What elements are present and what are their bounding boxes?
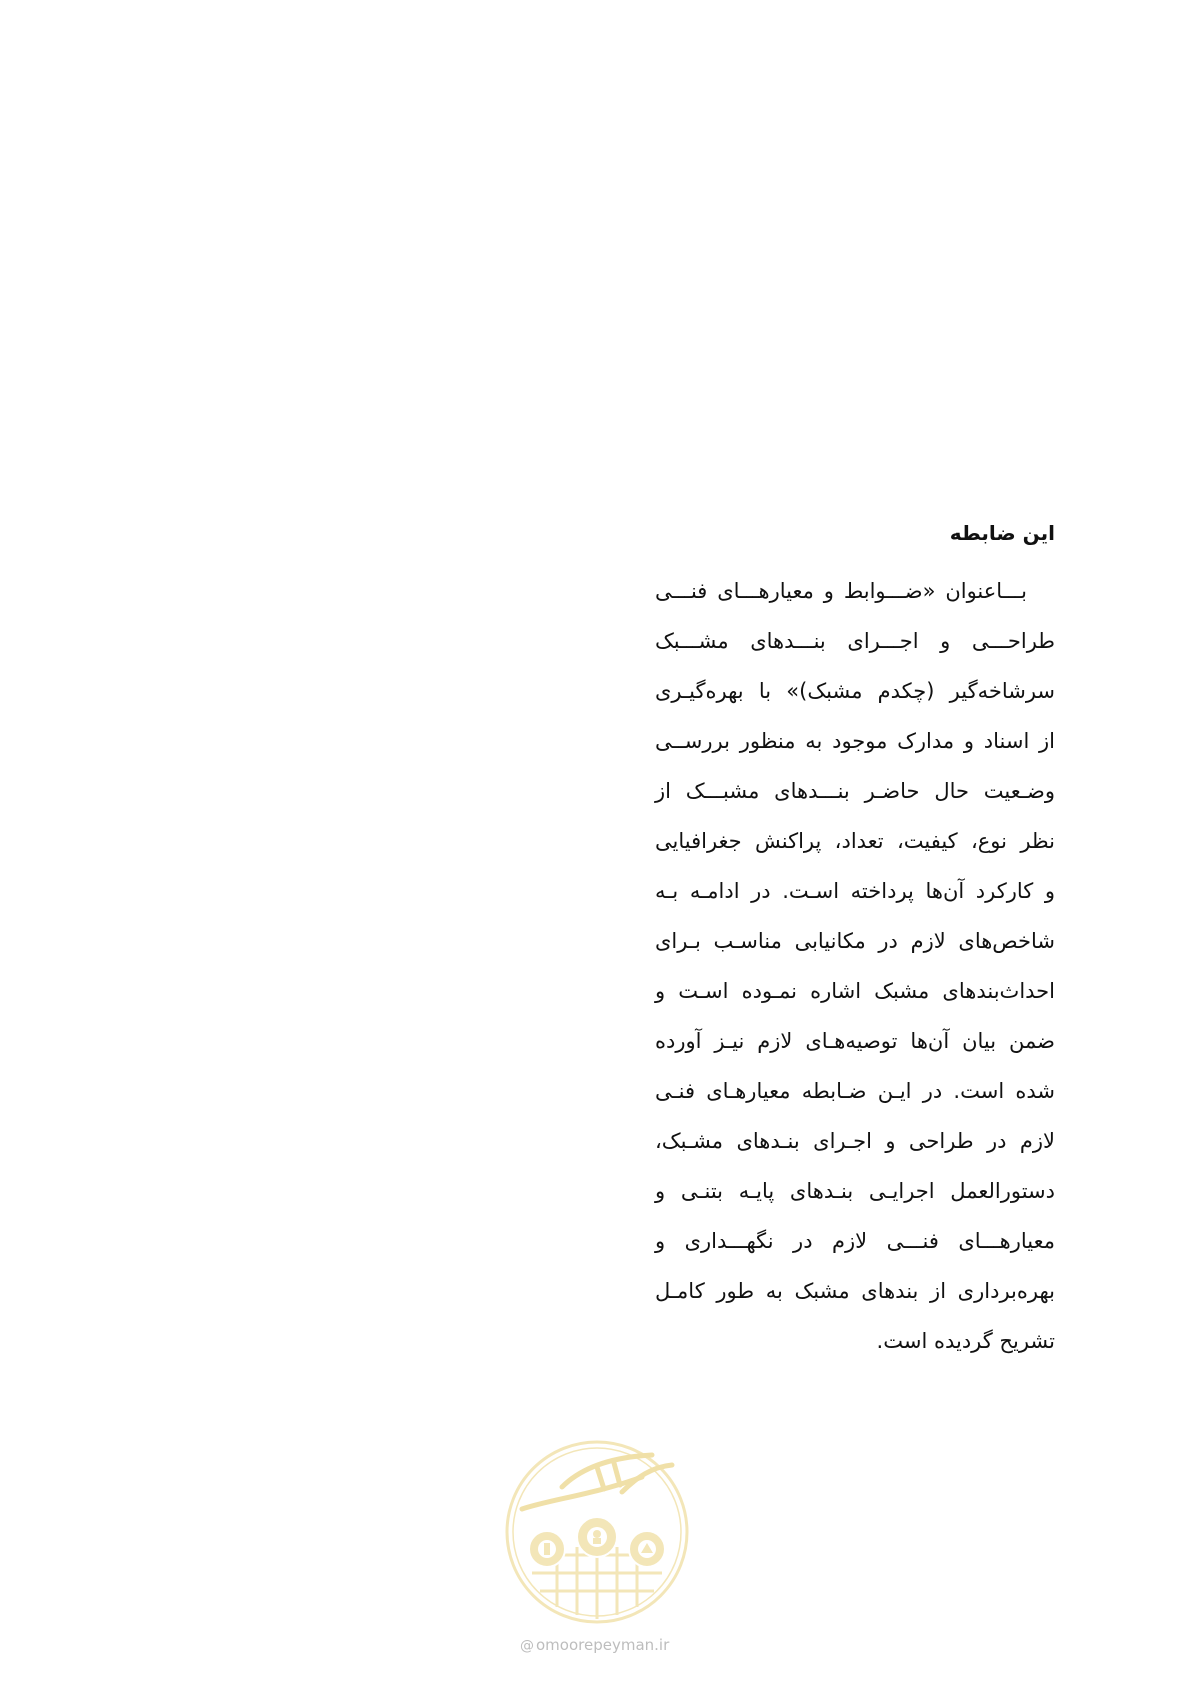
paragraph-line: معیارهـــای فنـــی لازم در نگهـــداری و: [655, 1229, 1055, 1253]
section-heading: این ضابطه: [949, 521, 1055, 545]
paragraph-line: شده است. در ایـن ضـابطه معیارهـای فنـی: [655, 1079, 1055, 1103]
paragraph-line: ضمن بیان آن‌ها توصیه‌هـای لازم نیـز آورده: [655, 1029, 1055, 1053]
paragraph-line: طراحـــی و اجـــرای بنـــدهای مشـــبک: [655, 629, 1055, 653]
paragraph-line: از اسناد و مدارک موجود به منظور بررســی: [655, 729, 1055, 753]
paragraph-line: دستورالعمل اجرایـی بنـدهای پایـه بتنـی و: [655, 1179, 1055, 1203]
paragraph-line: سرشاخه‌گیر (چکدم مشبک)» با بهره‌گیـری: [655, 679, 1055, 703]
paragraph-line: شاخص‌های لازم در مکانیابی مناسـب بـرای: [655, 929, 1055, 953]
omoore-peyman-seal-icon: [502, 1437, 692, 1627]
at-sign-icon: @: [520, 1638, 534, 1654]
paragraph-line: و کارکرد آن‌ها پرداخته اسـت. در ادامـه بـه: [655, 879, 1055, 903]
text-block: [655, 518, 1055, 1366]
website-url: omoorepeyman.ir: [536, 1636, 670, 1654]
paragraph-line: نظر نوع، کیفیت، تعداد، پراکنش جغرافیایی: [655, 829, 1055, 853]
paragraph-line: احداث‌بندهای مشبک اشاره نمـوده اسـت و: [655, 979, 1055, 1003]
paragraph-line: لازم در طراحی و اجـرای بنـدهای مشـبک،: [655, 1129, 1055, 1153]
footer-website: [520, 1636, 710, 1654]
paragraph-line: بـــاعنوان «ضـــوابط و معیارهـــای فنـــی: [655, 579, 1027, 603]
paragraph-line: تشریح گردیده است.: [876, 1329, 1055, 1353]
paragraph-line: وضـعیت حال حاضـر بنـــدهای مشبـــک از: [655, 779, 1055, 803]
paragraph-line: بهره‌برداری از بندهای مشبک به طور کامـل: [655, 1279, 1055, 1303]
